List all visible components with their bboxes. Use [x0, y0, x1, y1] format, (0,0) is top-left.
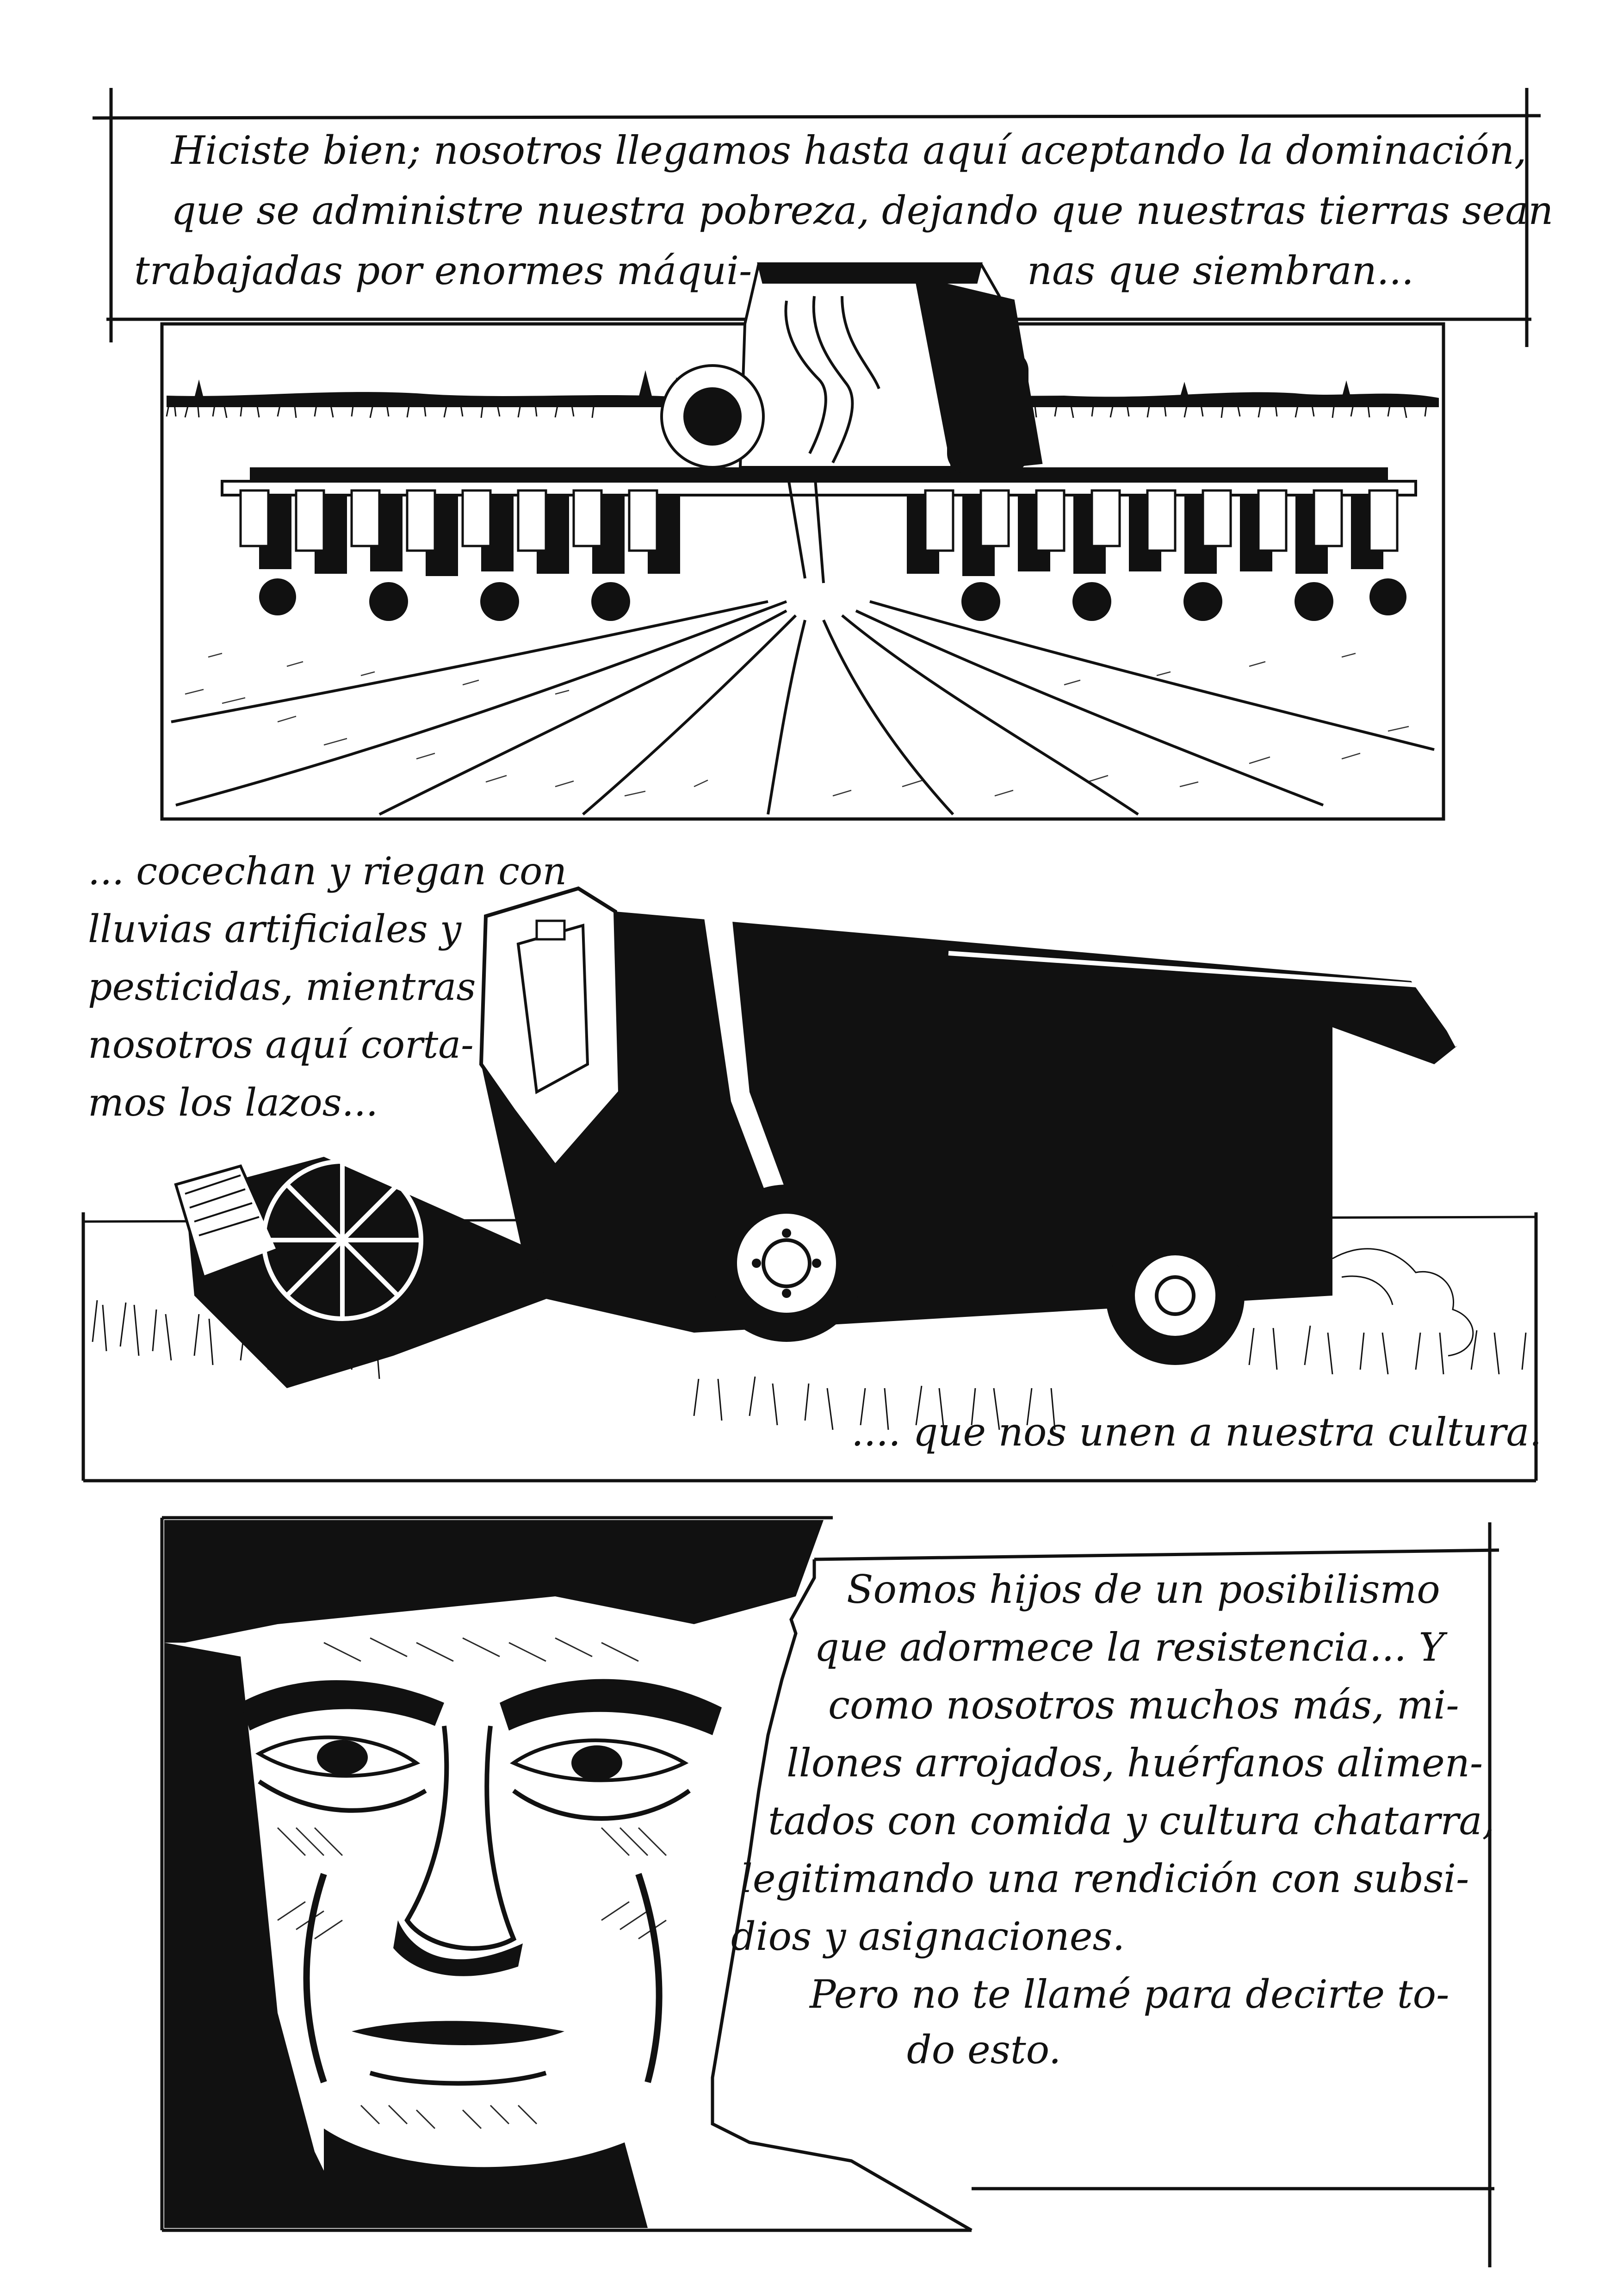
caption-2-line-5: mos los lazos... [88, 1081, 378, 1125]
old-man-face [164, 1520, 824, 2228]
caption-3-line-1: Somos hijos de un posibilismo [847, 1567, 1440, 1612]
seeder-bar [222, 467, 1416, 495]
caption-3-line-8: Pero no te llamé para decirte to- [810, 1972, 1450, 2017]
caption-3-line-3: como nosotros muchos más, mi- [828, 1682, 1459, 1728]
caption-2-line-2: lluvias artificiales y [88, 907, 462, 951]
caption-1-line-2: que se administre nuestra pobreza, dejando que nuestras tierras sean [171, 188, 1554, 233]
caption-2-line-1: ... cocechan y riegan con [88, 850, 567, 894]
caption-2-line-3: pesticidas, mientras [88, 965, 476, 1009]
caption-3-line-9: do esto. [907, 2027, 1061, 2073]
caption-1-line-3: trabajadas por enormes máqui- [134, 248, 752, 293]
caption-3-line-2: que adormece la resistencia... Y [814, 1625, 1445, 1670]
caption-3-line-5: tados con comida y cultura chatarra, [768, 1798, 1495, 1843]
dust-cloud [1332, 1249, 1473, 1356]
caption-3-line-7: dios y asignaciones. [731, 1914, 1125, 1959]
caption-1-line-4: nas que siembran... [1027, 248, 1414, 293]
caption-1-line-1: Hiciste bien; nosotros llegamos hasta aquí aceptando la dominación, [171, 128, 1527, 173]
caption-2-line-4: nosotros aquí corta- [88, 1023, 474, 1067]
caption-2-bottom: .... que nos unen a nuestra cultura. [851, 1409, 1542, 1455]
caption-3-line-6: legitimando una rendición con subsi- [740, 1856, 1469, 1901]
caption-3-line-4: llones arrojados, huérfanos alimen- [787, 1740, 1483, 1786]
